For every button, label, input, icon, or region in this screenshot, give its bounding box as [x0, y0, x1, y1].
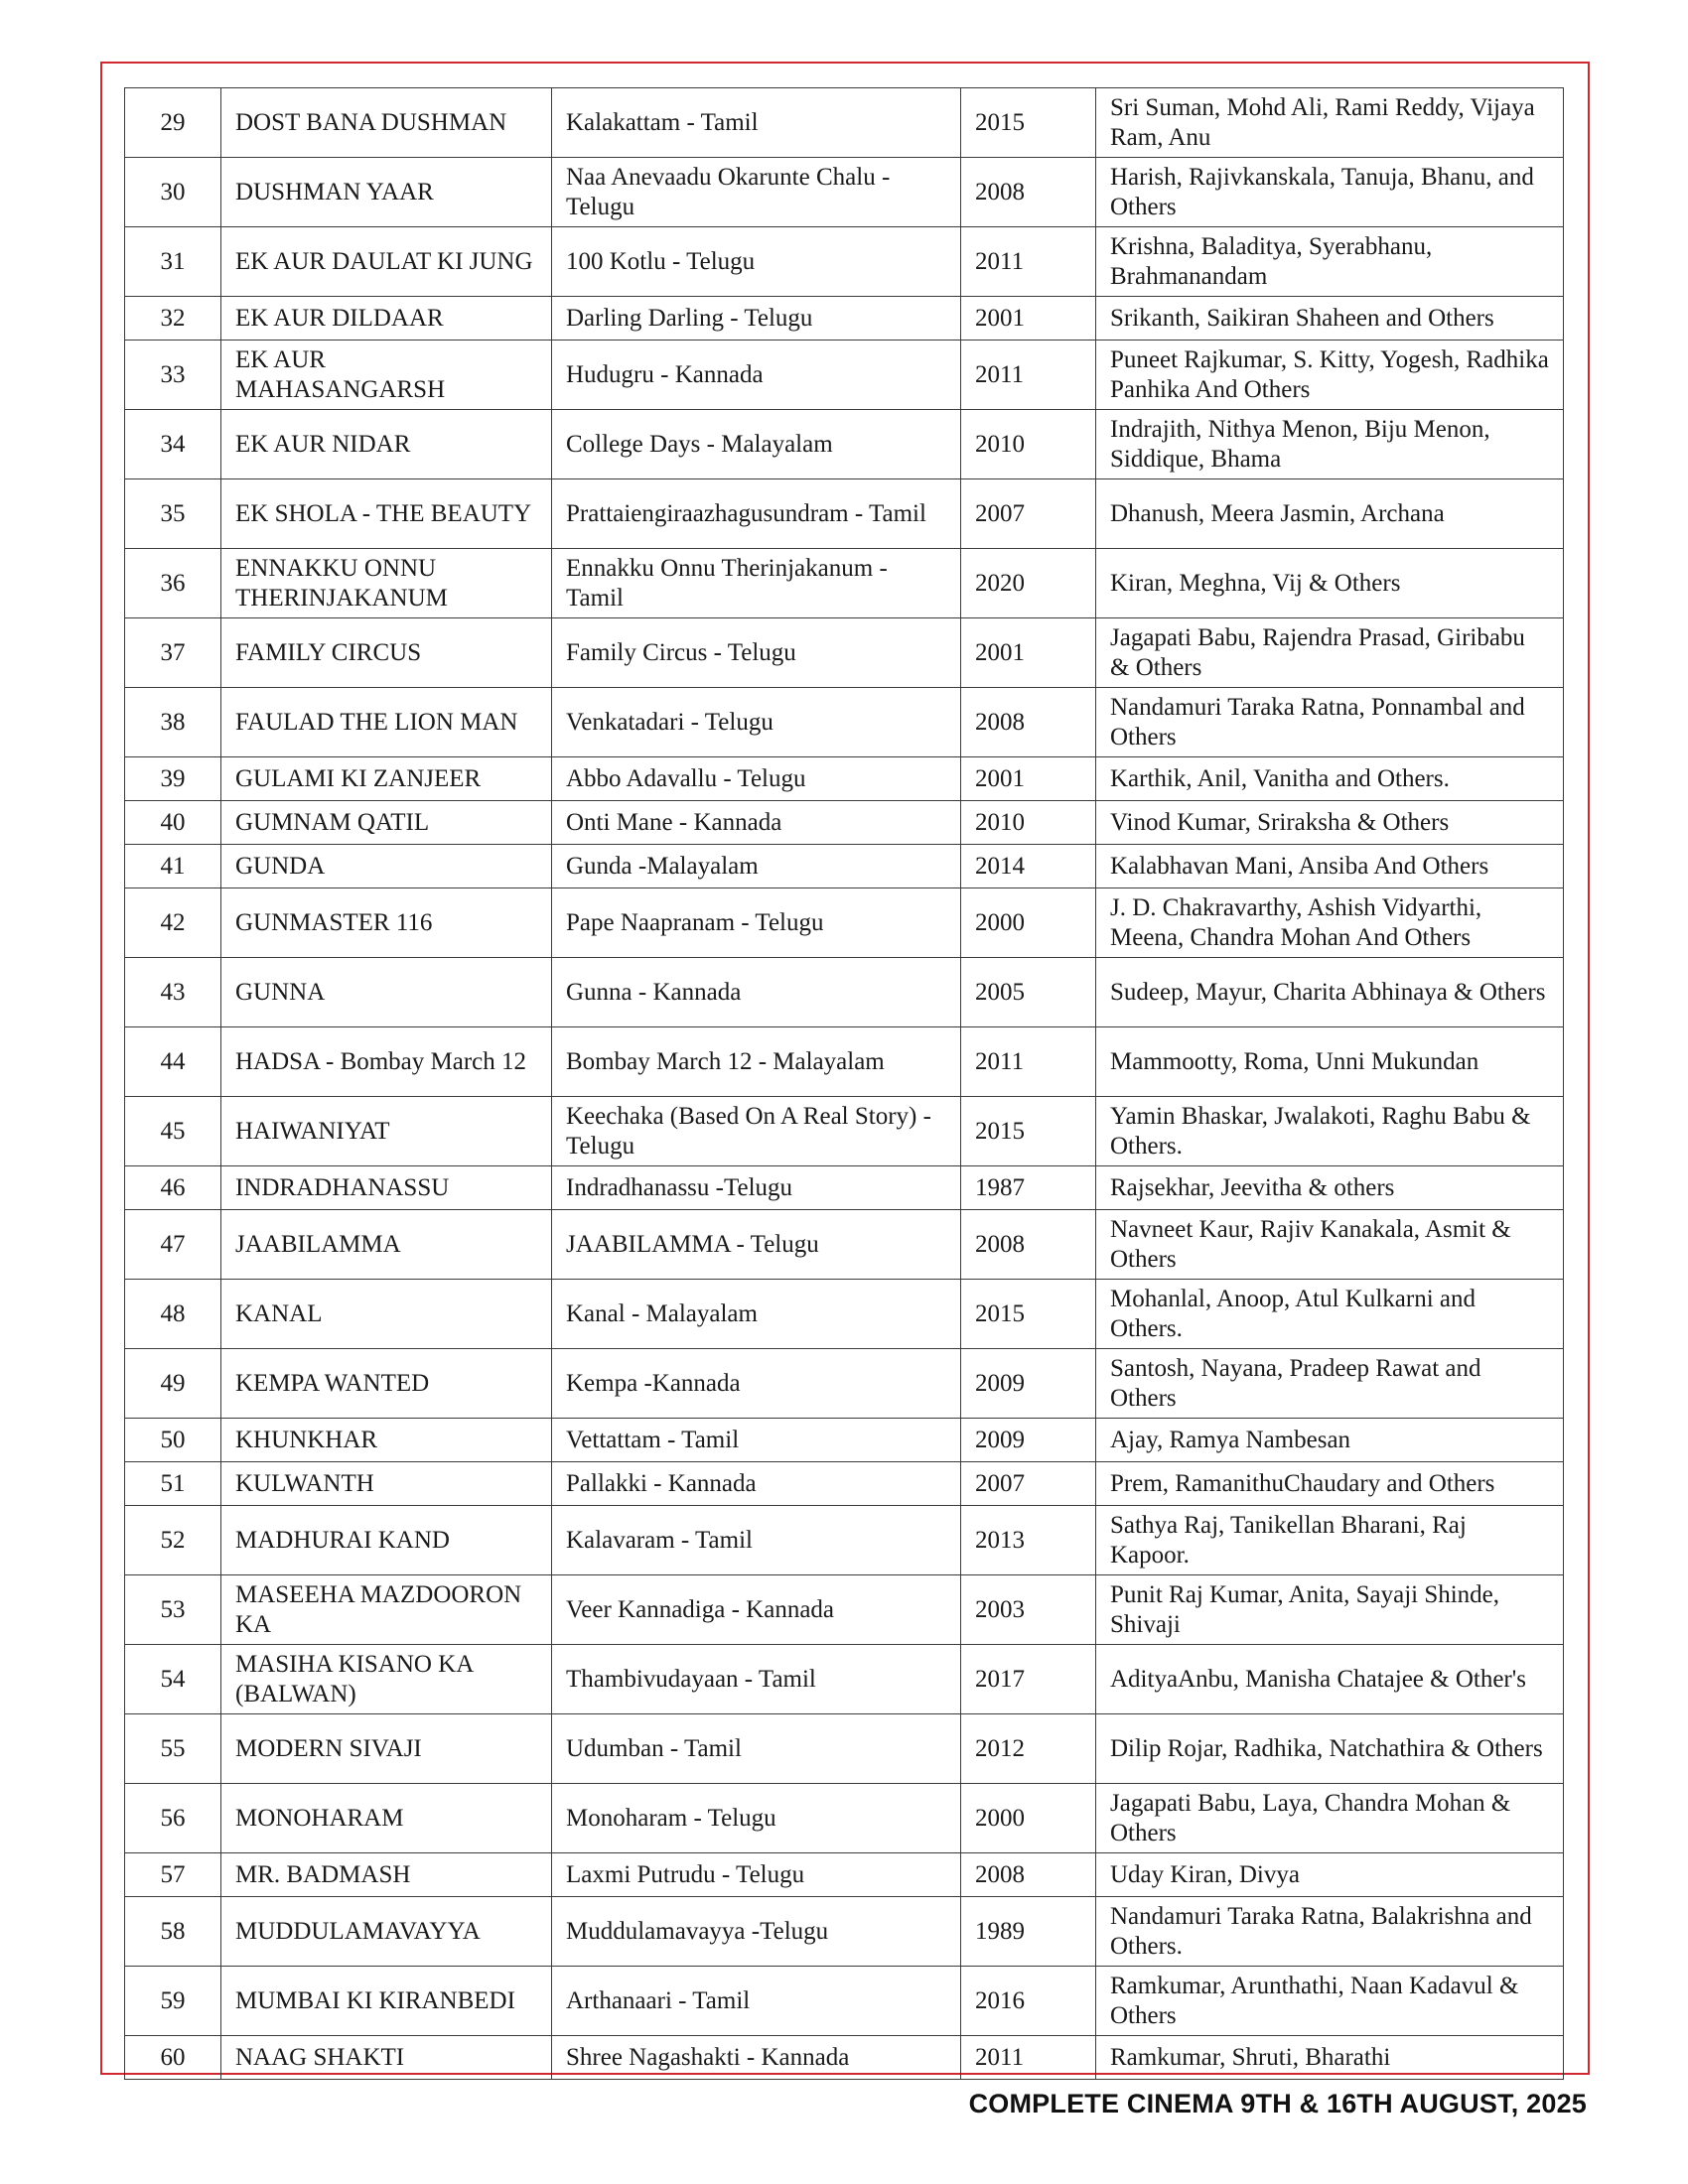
- release-year: 2008: [961, 1853, 1096, 1897]
- cast: Santosh, Nayana, Pradeep Rawat and Others: [1096, 1349, 1564, 1419]
- hindi-title: MUMBAI KI KIRANBEDI: [221, 1967, 552, 2036]
- release-year: 2008: [961, 688, 1096, 757]
- original-title: Laxmi Putrudu - Telugu: [552, 1853, 961, 1897]
- table-row: [125, 801, 1564, 845]
- hindi-title: INDRADHANASSU: [221, 1166, 552, 1210]
- hindi-title: DUSHMAN YAAR: [221, 158, 552, 227]
- release-year: 2001: [961, 618, 1096, 688]
- original-title: Veer Kannadiga - Kannada: [552, 1575, 961, 1645]
- hindi-title: JAABILAMMA: [221, 1210, 552, 1280]
- hindi-title: GULAMI KI ZANJEER: [221, 757, 552, 801]
- release-year: 2007: [961, 1462, 1096, 1506]
- table-row: [125, 88, 1564, 158]
- cast: Sri Suman, Mohd Ali, Rami Reddy, Vijaya Ram, Anu: [1096, 88, 1564, 158]
- table-row: [125, 1897, 1564, 1967]
- row-number: 34: [125, 410, 221, 479]
- row-number: 32: [125, 297, 221, 341]
- hindi-title: HAIWANIYAT: [221, 1097, 552, 1166]
- hindi-title: MADHURAI KAND: [221, 1506, 552, 1575]
- cast: Krishna, Baladitya, Syerabhanu, Brahmanandam: [1096, 227, 1564, 297]
- hindi-title: HADSA - Bombay March 12: [221, 1027, 552, 1097]
- original-title: Arthanaari - Tamil: [552, 1967, 961, 2036]
- row-number: 54: [125, 1645, 221, 1714]
- row-number: 35: [125, 479, 221, 549]
- original-title: Gunna - Kannada: [552, 958, 961, 1027]
- table-row: [125, 341, 1564, 410]
- release-year: 2001: [961, 757, 1096, 801]
- original-title: Pallakki - Kannada: [552, 1462, 961, 1506]
- row-number: 42: [125, 888, 221, 958]
- cast: Kiran, Meghna, Vij & Others: [1096, 549, 1564, 618]
- table-row: [125, 958, 1564, 1027]
- release-year: 2016: [961, 1967, 1096, 2036]
- row-number: 58: [125, 1897, 221, 1967]
- table-row: [125, 1280, 1564, 1349]
- row-number: 33: [125, 341, 221, 410]
- release-year: 2009: [961, 1349, 1096, 1419]
- original-title: Pape Naapranam - Telugu: [552, 888, 961, 958]
- hindi-title: KEMPA WANTED: [221, 1349, 552, 1419]
- original-title: Onti Mane - Kannada: [552, 801, 961, 845]
- film-table: [124, 87, 1564, 2080]
- original-title: Bombay March 12 - Malayalam: [552, 1027, 961, 1097]
- row-number: 41: [125, 845, 221, 888]
- row-number: 45: [125, 1097, 221, 1166]
- hindi-title: MR. BADMASH: [221, 1853, 552, 1897]
- film-table-body: [125, 88, 1564, 2080]
- table-row: [125, 158, 1564, 227]
- row-number: 52: [125, 1506, 221, 1575]
- row-number: 53: [125, 1575, 221, 1645]
- cast: Uday Kiran, Divya: [1096, 1853, 1564, 1897]
- hindi-title: FAMILY CIRCUS: [221, 618, 552, 688]
- hindi-title: GUNMASTER 116: [221, 888, 552, 958]
- row-number: 49: [125, 1349, 221, 1419]
- release-year: 2011: [961, 1027, 1096, 1097]
- table-row: [125, 479, 1564, 549]
- release-year: 2009: [961, 1419, 1096, 1462]
- original-title: Udumban - Tamil: [552, 1714, 961, 1784]
- hindi-title: MUDDULAMAVAYYA: [221, 1897, 552, 1967]
- original-title: Abbo Adavallu - Telugu: [552, 757, 961, 801]
- cast: Mohanlal, Anoop, Atul Kulkarni and Others.: [1096, 1280, 1564, 1349]
- release-year: 2011: [961, 341, 1096, 410]
- original-title: Family Circus - Telugu: [552, 618, 961, 688]
- cast: Jagapati Babu, Laya, Chandra Mohan & Others: [1096, 1784, 1564, 1853]
- table-row: [125, 618, 1564, 688]
- table-row: [125, 1349, 1564, 1419]
- cast: Dhanush, Meera Jasmin, Archana: [1096, 479, 1564, 549]
- table-row: [125, 688, 1564, 757]
- original-title: Kanal - Malayalam: [552, 1280, 961, 1349]
- hindi-title: ENNAKKU ONNU THERINJAKANUM: [221, 549, 552, 618]
- release-year: 2017: [961, 1645, 1096, 1714]
- release-year: 1987: [961, 1166, 1096, 1210]
- cast: Vinod Kumar, Sriraksha & Others: [1096, 801, 1564, 845]
- release-year: 2011: [961, 227, 1096, 297]
- hindi-title: EK SHOLA - THE BEAUTY: [221, 479, 552, 549]
- table-row: [125, 2036, 1564, 2080]
- release-year: 2020: [961, 549, 1096, 618]
- hindi-title: MONOHARAM: [221, 1784, 552, 1853]
- table-row: [125, 1714, 1564, 1784]
- release-year: 2000: [961, 1784, 1096, 1853]
- release-year: 2007: [961, 479, 1096, 549]
- original-title: College Days - Malayalam: [552, 410, 961, 479]
- release-year: 2005: [961, 958, 1096, 1027]
- cast: Rajsekhar, Jeevitha & others: [1096, 1166, 1564, 1210]
- original-title: 100 Kotlu - Telugu: [552, 227, 961, 297]
- release-year: 1989: [961, 1897, 1096, 1967]
- original-title: Keechaka (Based On A Real Story) - Telugu: [552, 1097, 961, 1166]
- row-number: 56: [125, 1784, 221, 1853]
- release-year: 2011: [961, 2036, 1096, 2080]
- cast: Nandamuri Taraka Ratna, Ponnambal and Others: [1096, 688, 1564, 757]
- row-number: 30: [125, 158, 221, 227]
- original-title: Darling Darling - Telugu: [552, 297, 961, 341]
- cast: AdityaAnbu, Manisha Chatajee & Other's: [1096, 1645, 1564, 1714]
- row-number: 43: [125, 958, 221, 1027]
- hindi-title: DOST BANA DUSHMAN: [221, 88, 552, 158]
- cast: Prem, RamanithuChaudary and Others: [1096, 1462, 1564, 1506]
- release-year: 2015: [961, 88, 1096, 158]
- original-title: Monoharam - Telugu: [552, 1784, 961, 1853]
- table-row: [125, 1853, 1564, 1897]
- row-number: 44: [125, 1027, 221, 1097]
- original-title: Shree Nagashakti - Kannada: [552, 2036, 961, 2080]
- hindi-title: EK AUR DAULAT KI JUNG: [221, 227, 552, 297]
- hindi-title: MASEEHA MAZDOORON KA: [221, 1575, 552, 1645]
- cast: Punit Raj Kumar, Anita, Sayaji Shinde, Shivaji: [1096, 1575, 1564, 1645]
- cast: Sudeep, Mayur, Charita Abhinaya & Others: [1096, 958, 1564, 1027]
- table-row: [125, 1967, 1564, 2036]
- hindi-title: KHUNKHAR: [221, 1419, 552, 1462]
- hindi-title: GUMNAM QATIL: [221, 801, 552, 845]
- hindi-title: GUNDA: [221, 845, 552, 888]
- table-row: [125, 1166, 1564, 1210]
- hindi-title: FAULAD THE LION MAN: [221, 688, 552, 757]
- hindi-title: NAAG SHAKTI: [221, 2036, 552, 2080]
- release-year: 2008: [961, 1210, 1096, 1280]
- hindi-title: MASIHA KISANO KA (BALWAN): [221, 1645, 552, 1714]
- release-year: 2014: [961, 845, 1096, 888]
- table-row: [125, 845, 1564, 888]
- original-title: Ennakku Onnu Therinjakanum - Tamil: [552, 549, 961, 618]
- table-row: [125, 888, 1564, 958]
- release-year: 2001: [961, 297, 1096, 341]
- release-year: 2010: [961, 801, 1096, 845]
- original-title: Hudugru - Kannada: [552, 341, 961, 410]
- row-number: 38: [125, 688, 221, 757]
- hindi-title: EK AUR NIDAR: [221, 410, 552, 479]
- original-title: Kempa -Kannada: [552, 1349, 961, 1419]
- original-title: Thambivudayaan - Tamil: [552, 1645, 961, 1714]
- table-row: [125, 297, 1564, 341]
- table-row: [125, 1506, 1564, 1575]
- table-row: [125, 549, 1564, 618]
- hindi-title: KANAL: [221, 1280, 552, 1349]
- table-row: [125, 1784, 1564, 1853]
- release-year: 2013: [961, 1506, 1096, 1575]
- cast: Navneet Kaur, Rajiv Kanakala, Asmit & Others: [1096, 1210, 1564, 1280]
- row-number: 48: [125, 1280, 221, 1349]
- table-row: [125, 1575, 1564, 1645]
- table-row: [125, 1210, 1564, 1280]
- row-number: 36: [125, 549, 221, 618]
- cast: Puneet Rajkumar, S. Kitty, Yogesh, Radhika Panhika And Others: [1096, 341, 1564, 410]
- cast: Kalabhavan Mani, Ansiba And Others: [1096, 845, 1564, 888]
- cast: Ramkumar, Shruti, Bharathi: [1096, 2036, 1564, 2080]
- release-year: 2012: [961, 1714, 1096, 1784]
- table-row: [125, 1027, 1564, 1097]
- row-number: 37: [125, 618, 221, 688]
- table-row: [125, 410, 1564, 479]
- table-row: [125, 757, 1564, 801]
- original-title: Indradhanassu -Telugu: [552, 1166, 961, 1210]
- cast: Jagapati Babu, Rajendra Prasad, Giribabu & Others: [1096, 618, 1564, 688]
- original-title: Prattaiengiraazhagusundram - Tamil: [552, 479, 961, 549]
- hindi-title: EK AUR MAHASANGARSH: [221, 341, 552, 410]
- original-title: Kalakattam - Tamil: [552, 88, 961, 158]
- hindi-title: MODERN SIVAJI: [221, 1714, 552, 1784]
- cast: Ramkumar, Arunthathi, Naan Kadavul & Others: [1096, 1967, 1564, 2036]
- table-row: [125, 1097, 1564, 1166]
- release-year: 2015: [961, 1280, 1096, 1349]
- original-title: JAABILAMMA - Telugu: [552, 1210, 961, 1280]
- row-number: 57: [125, 1853, 221, 1897]
- hindi-title: EK AUR DILDAAR: [221, 297, 552, 341]
- row-number: 46: [125, 1166, 221, 1210]
- cast: Sathya Raj, Tanikellan Bharani, Raj Kapoor.: [1096, 1506, 1564, 1575]
- row-number: 59: [125, 1967, 221, 2036]
- release-year: 2015: [961, 1097, 1096, 1166]
- original-title: Vettattam - Tamil: [552, 1419, 961, 1462]
- cast: Nandamuri Taraka Ratna, Balakrishna and Others.: [1096, 1897, 1564, 1967]
- cast: Indrajith, Nithya Menon, Biju Menon, Siddique, Bhama: [1096, 410, 1564, 479]
- row-number: 40: [125, 801, 221, 845]
- hindi-title: KULWANTH: [221, 1462, 552, 1506]
- row-number: 31: [125, 227, 221, 297]
- release-year: 2008: [961, 158, 1096, 227]
- original-title: Venkatadari - Telugu: [552, 688, 961, 757]
- row-number: 55: [125, 1714, 221, 1784]
- release-year: 2010: [961, 410, 1096, 479]
- row-number: 50: [125, 1419, 221, 1462]
- table-row: [125, 1645, 1564, 1714]
- release-year: 2000: [961, 888, 1096, 958]
- release-year: 2003: [961, 1575, 1096, 1645]
- original-title: Gunda -Malayalam: [552, 845, 961, 888]
- row-number: 51: [125, 1462, 221, 1506]
- table-row: [125, 1462, 1564, 1506]
- cast: Yamin Bhaskar, Jwalakoti, Raghu Babu & Others.: [1096, 1097, 1564, 1166]
- cast: Mammootty, Roma, Unni Mukundan: [1096, 1027, 1564, 1097]
- cast: Ajay, Ramya Nambesan: [1096, 1419, 1564, 1462]
- table-row: [125, 227, 1564, 297]
- original-title: Naa Anevaadu Okarunte Chalu - Telugu: [552, 158, 961, 227]
- cast: Karthik, Anil, Vanitha and Others.: [1096, 757, 1564, 801]
- footer-publication: COMPLETE CINEMA 9TH & 16TH AUGUST, 2025: [968, 2089, 1587, 2118]
- row-number: 29: [125, 88, 221, 158]
- row-number: 47: [125, 1210, 221, 1280]
- original-title: Kalavaram - Tamil: [552, 1506, 961, 1575]
- cast: Dilip Rojar, Radhika, Natchathira & Others: [1096, 1714, 1564, 1784]
- cast: J. D. Chakravarthy, Ashish Vidyarthi, Meena, Chandra Mohan And Others: [1096, 888, 1564, 958]
- cast: Harish, Rajivkanskala, Tanuja, Bhanu, and Others: [1096, 158, 1564, 227]
- table-row: [125, 1419, 1564, 1462]
- hindi-title: GUNNA: [221, 958, 552, 1027]
- row-number: 60: [125, 2036, 221, 2080]
- original-title: Muddulamavayya -Telugu: [552, 1897, 961, 1967]
- row-number: 39: [125, 757, 221, 801]
- cast: Srikanth, Saikiran Shaheen and Others: [1096, 297, 1564, 341]
